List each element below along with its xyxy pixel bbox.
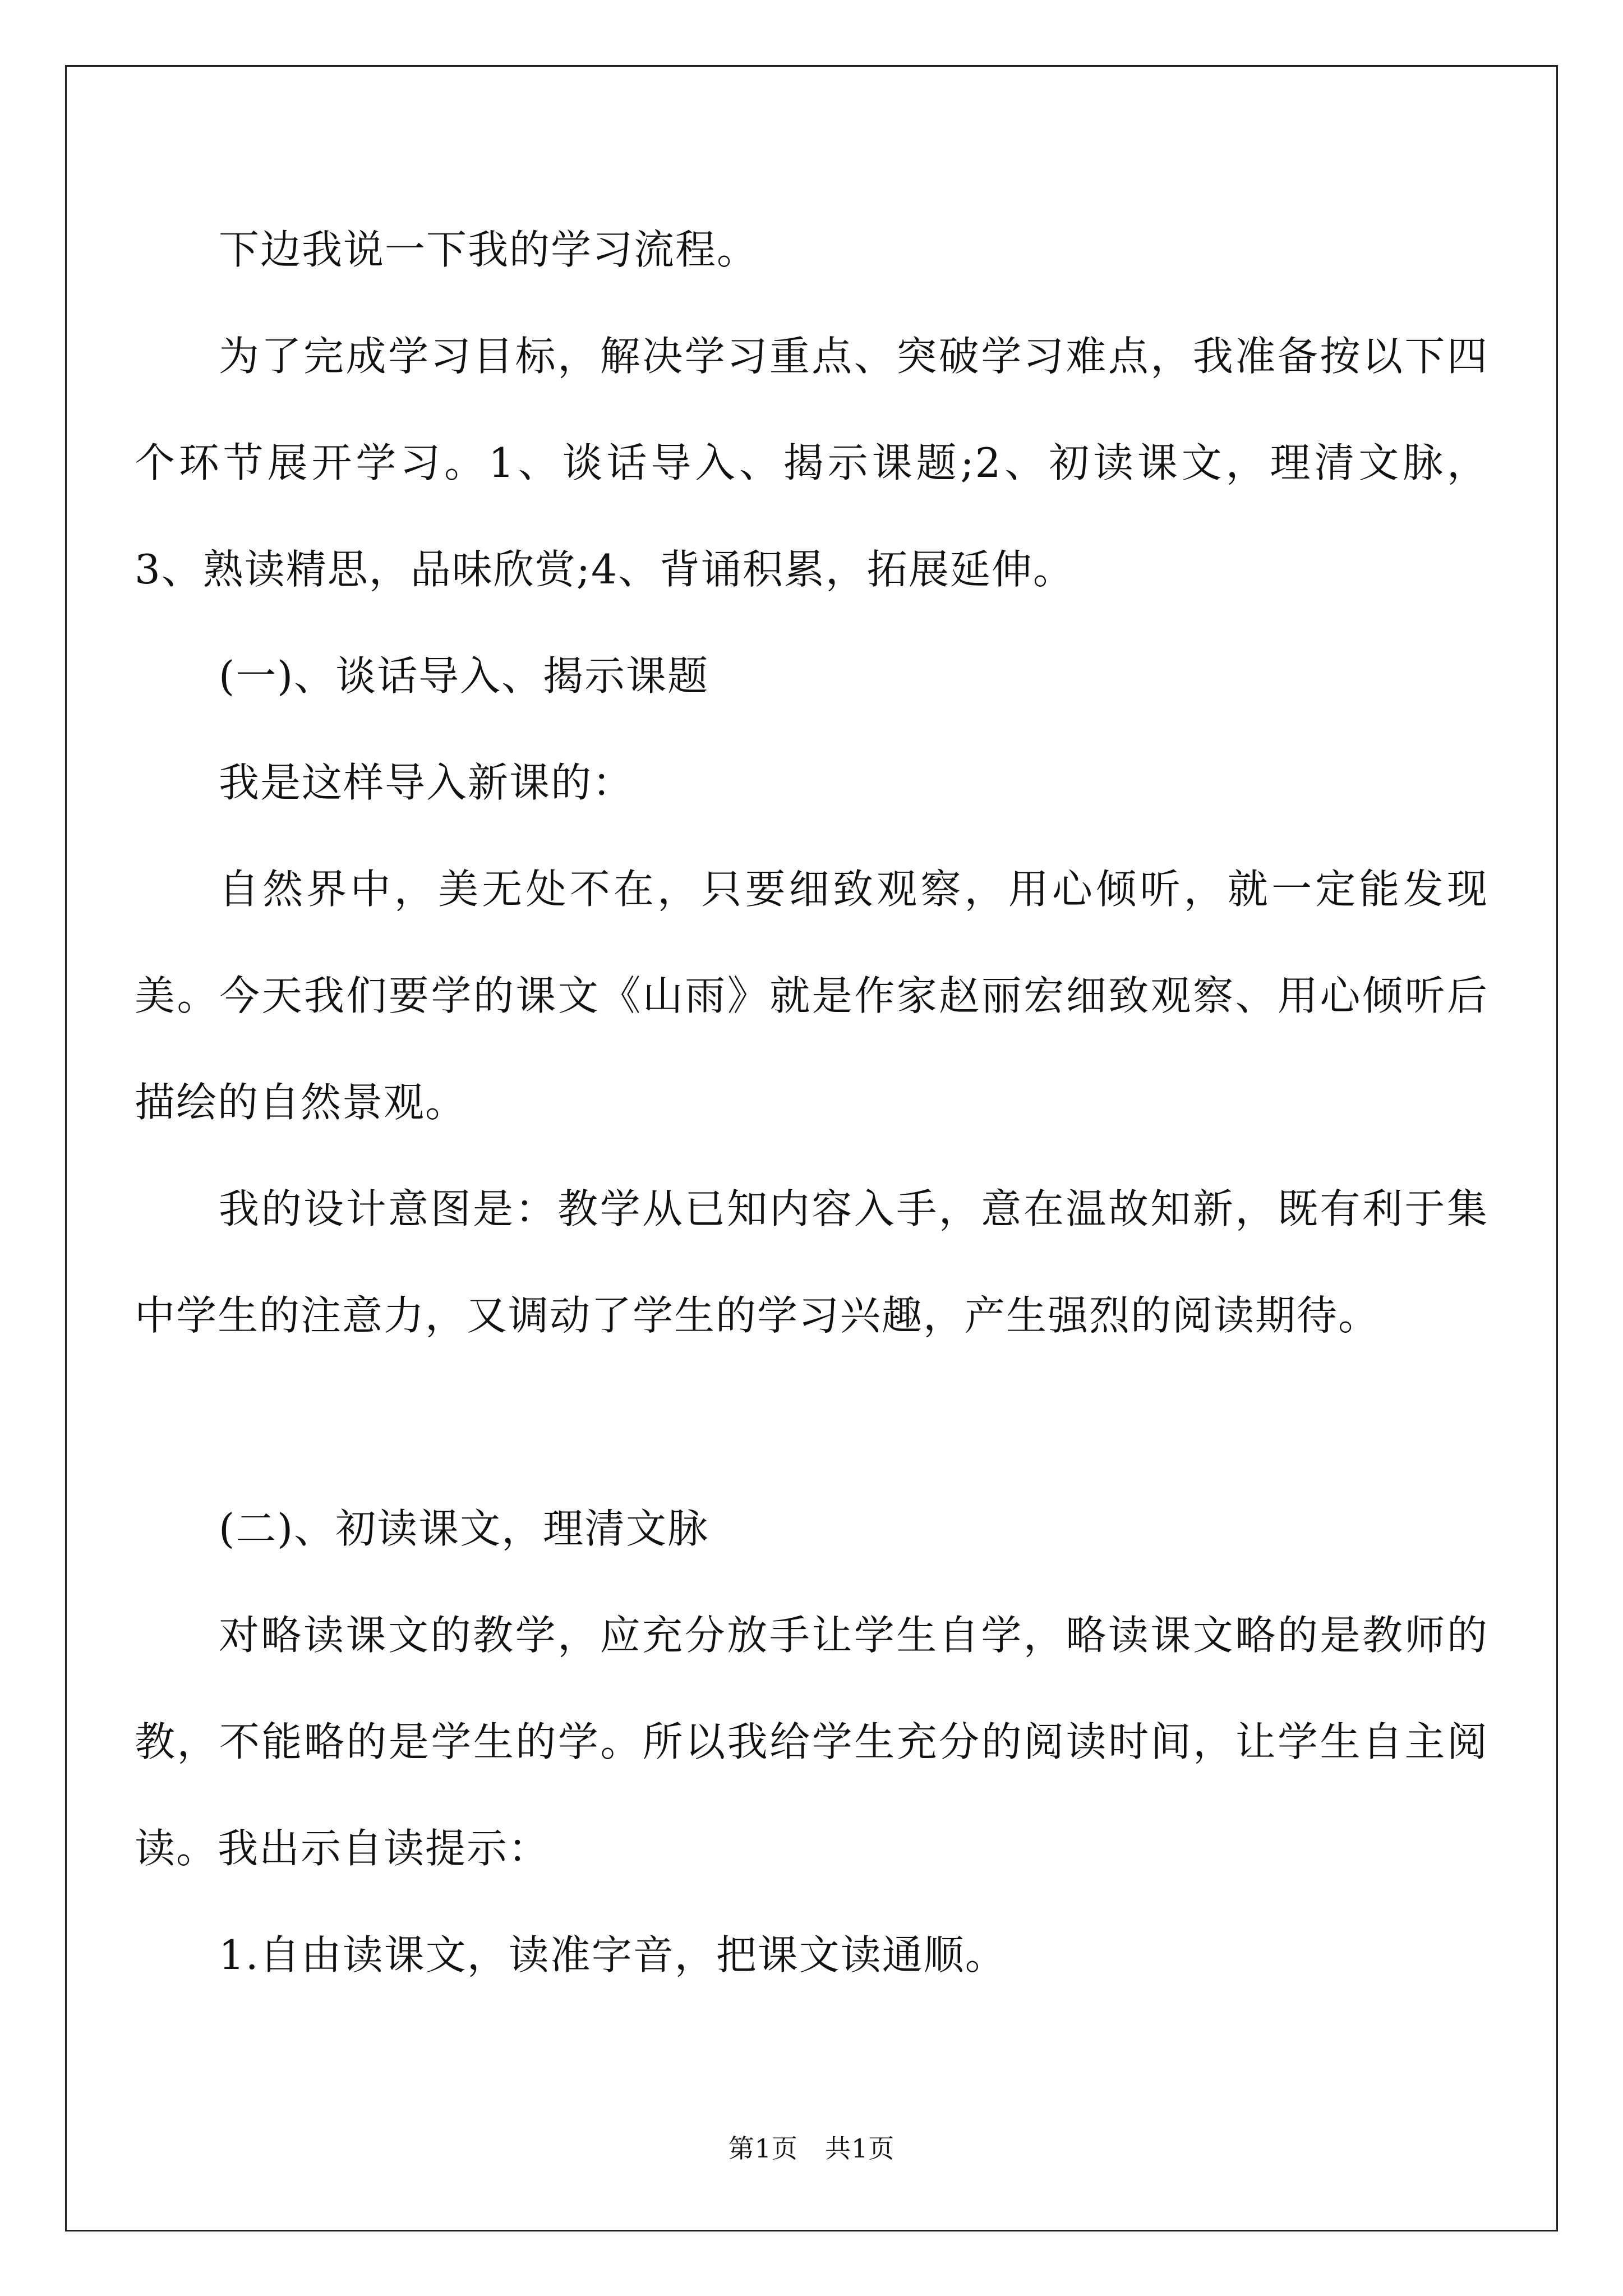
page-number-current: 第1页	[728, 2133, 798, 2164]
paragraph-flow-intro: 下边我说一下我的学习流程。	[219, 226, 759, 273]
paragraph-design-intent: 我的设计意图是：教学从已知内容入手，意在温故知新，既有利于集中学生的注意力，又调动了学生的学习兴趣，产生强烈的阅读期待。	[135, 1185, 1488, 1339]
page-footer	[0, 2132, 1623, 2165]
page-number-total: 共1页	[825, 2133, 895, 2164]
paragraph-intro-lesson: 我是这样导入新课的：	[219, 759, 634, 806]
heading-section-one: (一)、谈话导入、揭示课题	[219, 652, 709, 700]
paragraph-skim-reading: 对略读课文的教学，应充分放手让学生自学，略读课文略的是教师的教，不能略的是学生的学。所以我给学生充分的阅读时间，让学生自主阅读。我出示自读提示：	[135, 1612, 1488, 1872]
paragraph-nature-beauty: 自然界中，美无处不在，只要细致观察，用心倾听，就一定能发现美。今天我们要学的课文《山雨》就是作家赵丽宏细致观察、用心倾听后描绘的自然景观。	[135, 866, 1488, 1126]
paragraph-four-steps: 为了完成学习目标，解决学习重点、突破学习难点，我准备按以下四个环节展开学习。1、谈话导入、揭示课题;2、初读课文，理清文脉， 3、熟读精思，品味欣赏;4、背诵积累，拓展延伸。	[135, 333, 1488, 593]
paragraph-reading-tip-1: 1.自由读课文，读准字音，把课文读通顺。	[219, 1931, 1007, 1978]
heading-section-two: (二)、初读课文，理清文脉	[219, 1505, 709, 1552]
